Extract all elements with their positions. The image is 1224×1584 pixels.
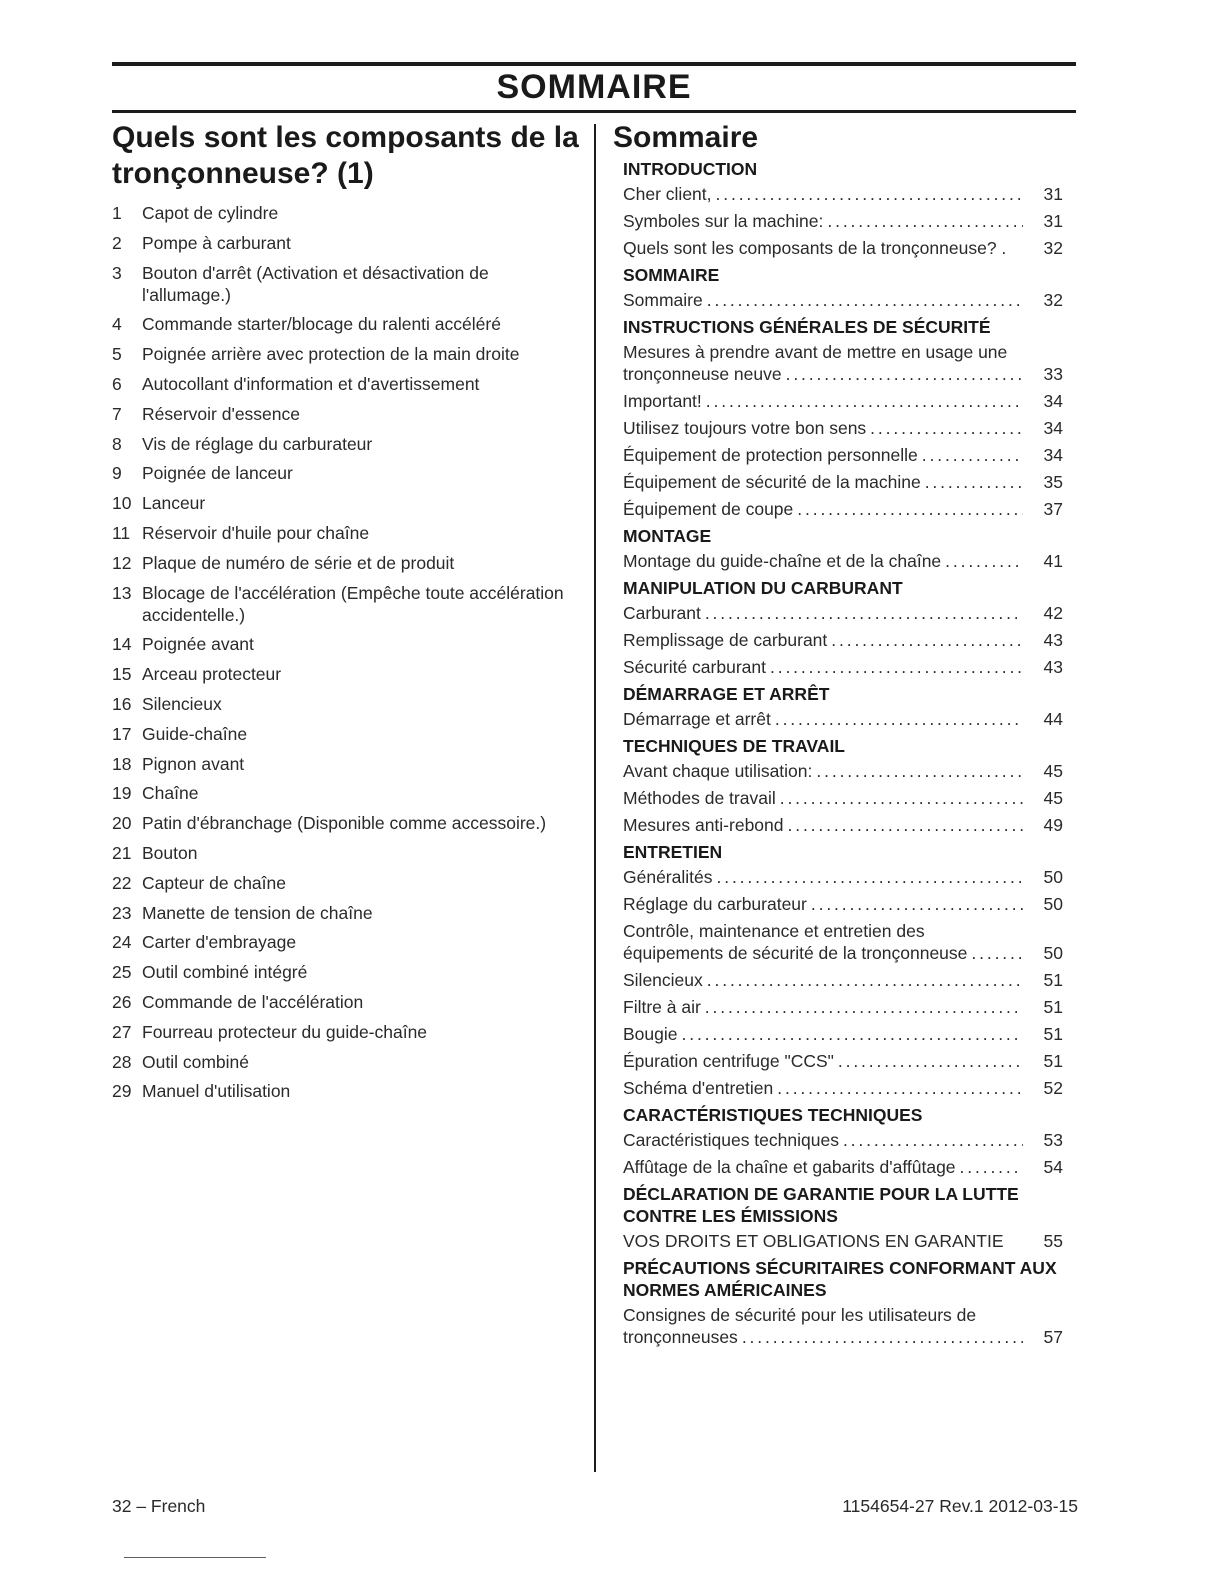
toc-entry-title: Mesures anti-rebond: [623, 815, 784, 835]
column-divider: [594, 124, 596, 1472]
toc-page-number: 45: [1043, 788, 1063, 808]
toc-entry: [623, 602, 1063, 624]
toc-page-number: 54: [1043, 1157, 1063, 1177]
component-item: [112, 433, 582, 455]
footer-link-rule: [124, 1557, 266, 1558]
component-item: [112, 633, 582, 655]
component-label: Guide-chaîne: [142, 723, 248, 744]
component-number: 20: [112, 813, 132, 834]
toc-entry-first-line: Consignes de sécurité pour les utilisateurs de: [623, 1305, 977, 1325]
toc-entry-first-line: Contrôle, maintenance et entretien des: [623, 921, 925, 941]
toc-entry: [623, 390, 1063, 412]
toc-entry: [623, 866, 1063, 888]
toc-entry-title: Sommaire: [623, 290, 703, 310]
component-number: 3: [112, 262, 122, 283]
toc-section-title: MONTAGE: [623, 526, 712, 546]
dot-leader: [925, 471, 1023, 493]
component-number: 15: [112, 664, 132, 685]
component-number: 23: [112, 902, 132, 923]
toc-page-number: 57: [1043, 1327, 1063, 1347]
component-label: Réservoir d'essence: [142, 403, 300, 424]
toc-page-number: 53: [1043, 1130, 1063, 1150]
dot-leader: [843, 1129, 1023, 1151]
dot-leader: [922, 444, 1023, 466]
components-heading: Quels sont les composants de la tronçonneuse? (1): [112, 121, 579, 190]
component-label: Bouton: [142, 842, 198, 863]
component-number: 26: [112, 991, 132, 1012]
toc-entry-title: Démarrage et arrêt: [623, 709, 771, 729]
dot-leader: [827, 210, 1023, 232]
toc-entry: [623, 471, 1063, 493]
component-item: [112, 492, 582, 514]
toc-page-number: 50: [1043, 943, 1063, 963]
toc-entry-title: Silencieux: [623, 970, 703, 990]
toc-page-number: 44: [1043, 709, 1063, 729]
toc-entry-title: Utilisez toujours votre bon sens: [623, 418, 867, 438]
component-item: [112, 313, 582, 335]
toc-page-number: 49: [1043, 815, 1063, 835]
component-item: [112, 1051, 582, 1073]
component-label: Fourreau protecteur du guide-chaîne: [142, 1021, 428, 1042]
toc-page-number: 51: [1043, 997, 1063, 1017]
toc-entry: [623, 1129, 1063, 1151]
page-number-footer: 32 – French: [112, 1496, 206, 1516]
component-label: Poignée de lanceur: [142, 463, 293, 484]
component-item: [112, 522, 582, 544]
dot-leader: [707, 289, 1023, 311]
toc-page-number: 35: [1043, 472, 1063, 492]
toc-entry-title: Équipement de sécurité de la machine: [623, 472, 921, 492]
toc-entry: [623, 341, 1063, 385]
component-label: Pompe à carburant: [142, 232, 291, 253]
toc-entry: [623, 183, 1063, 205]
toc-page-number: 43: [1043, 630, 1063, 650]
toc-entry-title: tronçonneuses: [623, 1327, 738, 1347]
toc-page-number: 55: [1043, 1231, 1063, 1251]
toc-page-number: 34: [1043, 445, 1063, 465]
component-item: [112, 373, 582, 395]
toc-entry-title: Quels sont les composants de la tronçonneuse? .: [623, 238, 1007, 258]
dot-leader: [706, 390, 1023, 412]
toc-page-number: 31: [1043, 211, 1063, 231]
toc-page-number: 32: [1043, 238, 1063, 258]
component-item: [112, 931, 582, 953]
component-label: Carter d'embrayage: [142, 932, 297, 953]
component-label: Bouton d'arrêt (Activation et désactivation de l'allumage.): [142, 262, 489, 305]
toc-entry-title: Équipement de protection personnelle: [623, 445, 918, 465]
dot-leader: [770, 656, 1023, 678]
component-number: 29: [112, 1081, 132, 1102]
toc-entry-title: Généralités: [623, 867, 713, 887]
toc-section-title: DÉCLARATION DE GARANTIE POUR LA LUTTE CONTRE LES ÉMISSIONS: [623, 1184, 1019, 1226]
dot-leader: [945, 550, 1023, 572]
toc-entry-title: Caractéristiques techniques: [623, 1130, 839, 1150]
component-number: 9: [112, 463, 122, 484]
component-label: Outil combiné intégré: [142, 962, 308, 983]
toc-column: [613, 120, 1063, 1353]
component-label: Pignon avant: [142, 753, 245, 774]
toc-page-number: 52: [1043, 1078, 1063, 1098]
component-number: 8: [112, 433, 122, 454]
component-item: [112, 462, 582, 484]
components-list: [112, 202, 582, 1102]
component-number: 25: [112, 962, 132, 983]
component-item: [112, 872, 582, 894]
toc-entry: [623, 1230, 1063, 1252]
dot-leader: [716, 183, 1023, 205]
components-column: [112, 120, 582, 1110]
component-number: 19: [112, 783, 132, 804]
dot-leader: [870, 417, 1023, 439]
toc-page-number: 42: [1043, 603, 1063, 623]
component-label: Manuel d'utilisation: [142, 1081, 291, 1102]
toc-entry: [623, 893, 1063, 915]
component-item: [112, 1021, 582, 1043]
component-number: 28: [112, 1051, 132, 1072]
toc-page-number: 31: [1043, 184, 1063, 204]
toc-entry: [623, 996, 1063, 1018]
component-label: Lanceur: [142, 493, 206, 514]
toc-entry-title: Carburant: [623, 603, 701, 623]
toc-page-number: 37: [1043, 499, 1063, 519]
dot-leader: [797, 498, 1023, 520]
toc-entry: [623, 210, 1063, 232]
toc-entry: [623, 444, 1063, 466]
component-label: Blocage de l'accélération (Empêche toute accélération accidentelle.): [142, 582, 564, 625]
component-item: [112, 403, 582, 425]
dot-leader: [816, 760, 1023, 782]
component-item: [112, 582, 582, 626]
component-label: Capteur de chaîne: [142, 872, 286, 893]
dot-leader: [786, 363, 1023, 385]
table-of-contents: [623, 158, 1063, 1348]
component-label: Capot de cylindre: [142, 203, 279, 223]
component-label: Vis de réglage du carburateur: [142, 433, 373, 454]
component-label: Patin d'ébranchage (Disponible comme accessoire.): [142, 813, 547, 834]
toc-entry: [623, 417, 1063, 439]
component-label: Réservoir d'huile pour chaîne: [142, 522, 370, 543]
component-label: Poignée avant: [142, 634, 254, 655]
toc-entry-title: Bougie: [623, 1024, 678, 1044]
component-item: [112, 343, 582, 365]
dot-leader: [705, 996, 1023, 1018]
toc-entry-title: Méthodes de travail: [623, 788, 776, 808]
toc-entry-title: Schéma d'entretien: [623, 1078, 774, 1098]
component-number: 22: [112, 872, 132, 893]
toc-entry-title: équipements de sécurité de la tronçonneuse: [623, 943, 968, 963]
toc-entry: [623, 1050, 1063, 1072]
component-item: [112, 782, 582, 804]
toc-entry-title: Affûtage de la chaîne et gabarits d'affûtage: [623, 1157, 956, 1177]
toc-page-number: 50: [1043, 867, 1063, 887]
component-item: [112, 232, 582, 254]
component-item: [112, 812, 582, 834]
component-number: 6: [112, 373, 122, 394]
component-number: 1: [112, 203, 122, 223]
dot-leader: [960, 1156, 1023, 1178]
component-number: 14: [112, 634, 132, 655]
component-item: [112, 202, 582, 224]
component-item: [112, 693, 582, 715]
toc-section-title: TECHNIQUES DE TRAVAIL: [623, 736, 845, 756]
toc-entry: [623, 787, 1063, 809]
toc-entry-title: Cher client,: [623, 184, 712, 204]
dot-leader: [780, 787, 1023, 809]
component-number: 17: [112, 723, 132, 744]
toc-entry: [623, 1304, 1063, 1348]
toc-page-number: 33: [1043, 364, 1063, 384]
toc-entry: [623, 237, 1063, 259]
component-item: [112, 723, 582, 745]
component-number: 12: [112, 552, 132, 573]
page-title: SOMMAIRE: [496, 68, 692, 106]
title-rule: [112, 110, 1076, 113]
component-label: Plaque de numéro de série et de produit: [142, 552, 455, 573]
toc-entry-title: Équipement de coupe: [623, 499, 794, 519]
toc-heading: Sommaire: [613, 121, 759, 154]
toc-section-title: INSTRUCTIONS GÉNÉRALES DE SÉCURITÉ: [623, 317, 991, 337]
toc-page-number: 32: [1043, 290, 1063, 310]
dot-leader: [705, 602, 1023, 624]
dot-leader: [831, 629, 1023, 651]
toc-entry: [623, 550, 1063, 572]
component-item: [112, 1080, 582, 1102]
toc-entry-title: Important!: [623, 391, 702, 411]
toc-entry-title: Avant chaque utilisation:: [623, 761, 813, 781]
component-number: 21: [112, 842, 132, 863]
component-number: 5: [112, 344, 122, 365]
toc-entry-title: Épuration centrifuge "CCS": [623, 1051, 834, 1071]
toc-page-number: 34: [1043, 418, 1063, 438]
toc-entry-title: Symboles sur la machine:: [623, 211, 824, 231]
toc-entry-title: Montage du guide-chaîne et de la chaîne: [623, 551, 942, 571]
dot-leader: [777, 1077, 1023, 1099]
component-number: 27: [112, 1021, 132, 1042]
component-number: 10: [112, 493, 132, 514]
toc-page-number: 51: [1043, 970, 1063, 990]
toc-section-title: CARACTÉRISTIQUES TECHNIQUES: [623, 1105, 923, 1125]
component-label: Manette de tension de chaîne: [142, 902, 373, 923]
dot-leader: [775, 708, 1023, 730]
component-item: [112, 991, 582, 1013]
toc-entry: [623, 629, 1063, 651]
component-label: Chaîne: [142, 783, 199, 804]
toc-page-number: 41: [1043, 551, 1063, 571]
toc-entry-title: Remplissage de carburant: [623, 630, 828, 650]
toc-entry: [623, 708, 1063, 730]
component-number: 4: [112, 314, 122, 335]
component-label: Commande starter/blocage du ralenti accéléré: [142, 314, 501, 335]
component-label: Silencieux: [142, 693, 222, 714]
component-number: 24: [112, 932, 132, 953]
toc-section-title: DÉMARRAGE ET ARRÊT: [623, 684, 830, 704]
toc-section-title: INTRODUCTION: [623, 159, 758, 179]
document-id-footer: 1154654-27 Rev.1 2012-03-15: [842, 1496, 1078, 1516]
component-label: Commande de l'accélération: [142, 991, 364, 1012]
toc-entry: [623, 1023, 1063, 1045]
dot-leader: [742, 1326, 1023, 1348]
toc-entry-title: tronçonneuse neuve: [623, 364, 782, 384]
dot-leader: [788, 814, 1024, 836]
component-label: Outil combiné: [142, 1051, 249, 1072]
toc-section-title: ENTRETIEN: [623, 842, 723, 862]
component-number: 18: [112, 753, 132, 774]
component-number: 2: [112, 232, 122, 253]
toc-entry: [623, 656, 1063, 678]
component-label: Autocollant d'information et d'avertissement: [142, 373, 480, 394]
component-number: 16: [112, 693, 132, 714]
toc-section-title: PRÉCAUTIONS SÉCURITAIRES CONFORMANT AUX NORMES AMÉRICAINES: [623, 1258, 1057, 1300]
toc-entry-title: Sécurité carburant: [623, 657, 766, 677]
toc-entry: [623, 1156, 1063, 1178]
toc-page-number: 51: [1043, 1051, 1063, 1071]
toc-page-number: 51: [1043, 1024, 1063, 1044]
component-label: Arceau protecteur: [142, 664, 282, 685]
top-rule: [112, 62, 1076, 66]
toc-entry: [623, 920, 1063, 964]
toc-entry-first-line: Mesures à prendre avant de mettre en usage une: [623, 342, 1008, 362]
component-item: [112, 961, 582, 983]
dot-leader: [971, 942, 1023, 964]
toc-section-title: MANIPULATION DU CARBURANT: [623, 578, 903, 598]
toc-section-title: SOMMAIRE: [623, 265, 720, 285]
toc-page-number: 34: [1043, 391, 1063, 411]
component-item: [112, 262, 582, 306]
toc-entry: [623, 498, 1063, 520]
component-item: [112, 902, 582, 924]
component-item: [112, 663, 582, 685]
toc-entry: [623, 969, 1063, 991]
toc-entry: [623, 1077, 1063, 1099]
dot-leader: [838, 1050, 1023, 1072]
toc-entry-title: VOS DROITS ET OBLIGATIONS EN GARANTIE: [623, 1231, 1004, 1251]
toc-entry: [623, 289, 1063, 311]
toc-entry: [623, 814, 1063, 836]
toc-entry: [623, 760, 1063, 782]
component-item: [112, 842, 582, 864]
component-number: 13: [112, 582, 132, 603]
toc-page-number: 50: [1043, 894, 1063, 914]
component-number: 7: [112, 403, 122, 424]
toc-page-number: 43: [1043, 657, 1063, 677]
toc-page-number: 45: [1043, 761, 1063, 781]
component-number: 11: [112, 522, 131, 543]
dot-leader: [811, 893, 1023, 915]
dot-leader: [707, 969, 1023, 991]
dot-leader: [717, 866, 1024, 888]
toc-entry-title: Filtre à air: [623, 997, 701, 1017]
component-item: [112, 552, 582, 574]
component-item: [112, 753, 582, 775]
toc-entry-title: Réglage du carburateur: [623, 894, 807, 914]
dot-leader: [682, 1023, 1024, 1045]
component-label: Poignée arrière avec protection de la main droite: [142, 344, 520, 365]
